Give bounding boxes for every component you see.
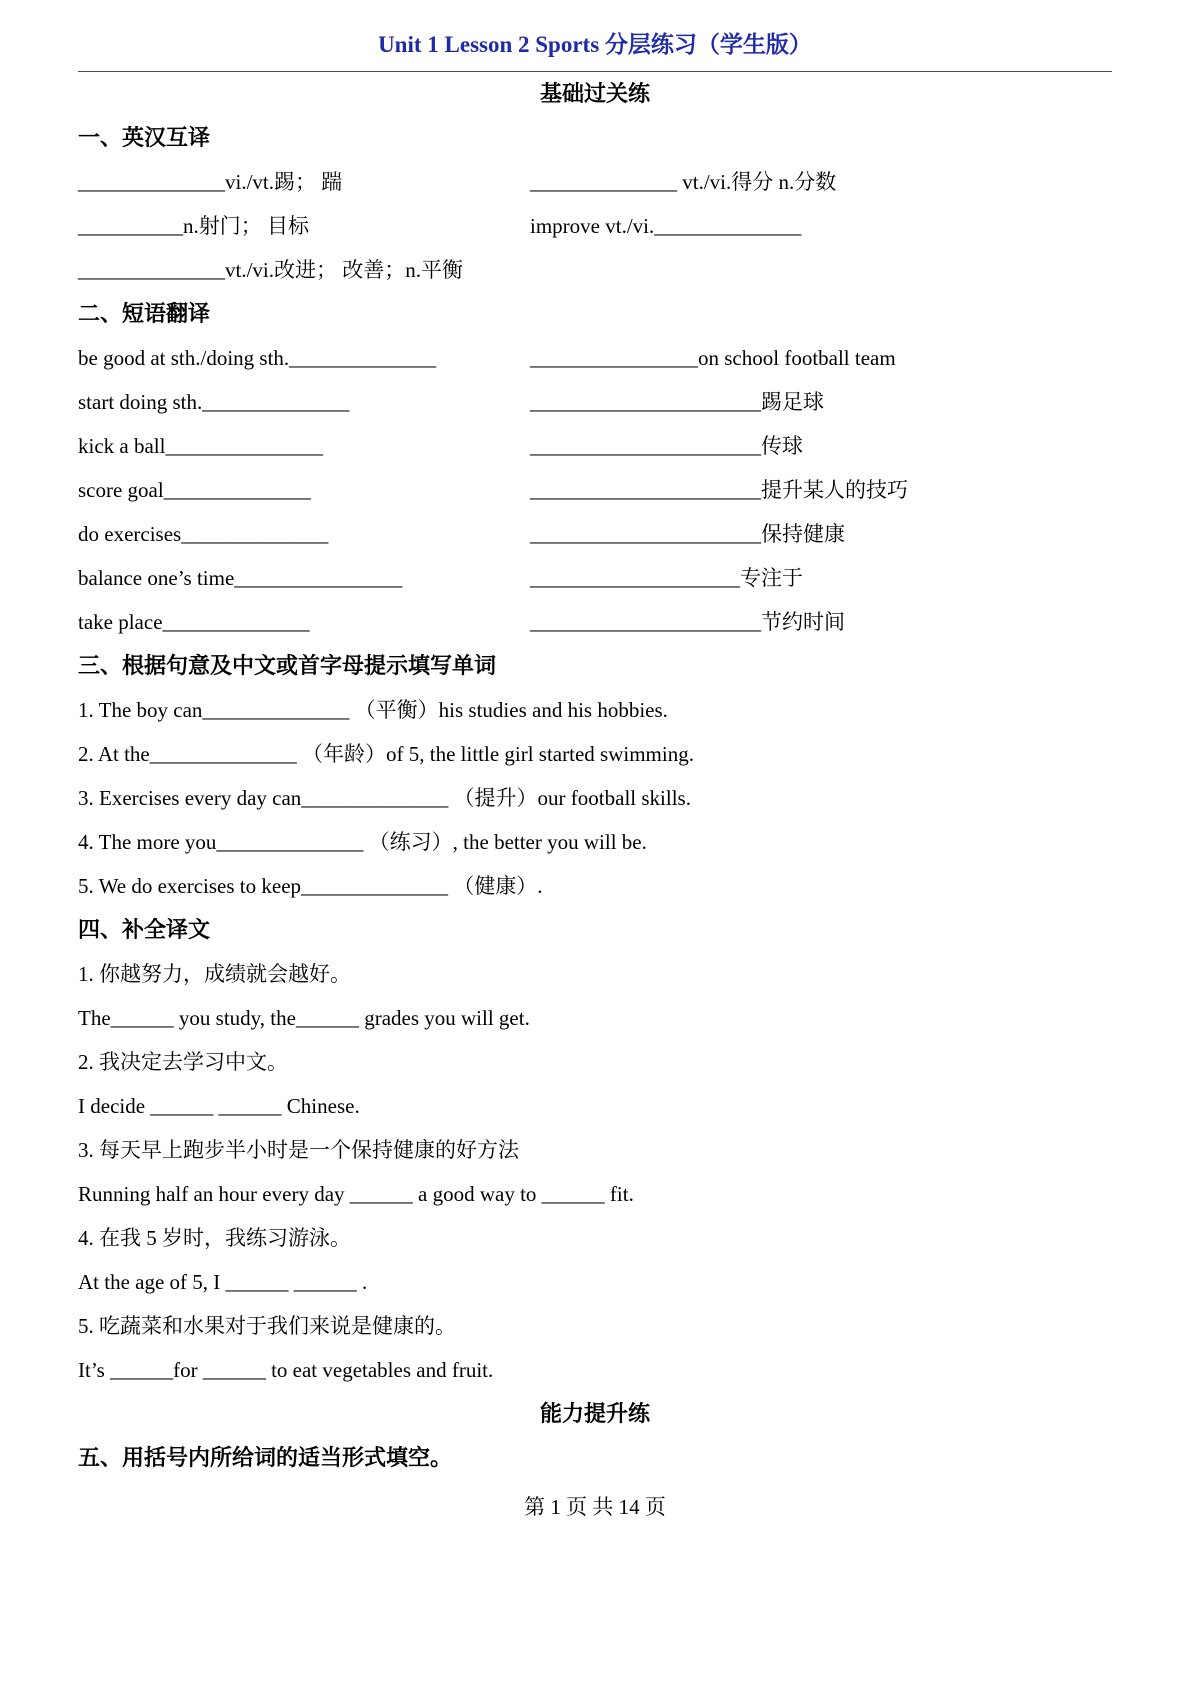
translation-cell-right: improve vt./vi.______________ <box>530 214 802 238</box>
translation-zh-line: 4. 在我 5 岁时，我练习游泳。 <box>78 1226 351 1250</box>
translation-cell-left: ______________vt./vi.改进； 改善；n.平衡 <box>78 258 464 282</box>
phrase-cell-left: take place______________ <box>78 610 310 634</box>
phrase-cell-right: ______________________踢足球 <box>530 390 824 414</box>
section-one-heading: 一、英汉互译 <box>78 125 211 150</box>
translation-cell-left: ______________vi./vt.踢； 踹 <box>78 170 343 194</box>
section-three-heading: 三、根据句意及中文或首字母提示填写单词 <box>78 653 497 678</box>
translation-en-line: At the age of 5, I ______ ______ . <box>78 1270 368 1294</box>
translation-row <box>78 204 1112 248</box>
document-title: Unit 1 Lesson 2 Sports 分层练习（学生版） <box>378 32 812 57</box>
phrase-cell-left: do exercises______________ <box>78 522 329 546</box>
phrase-cell-right: ______________________提升某人的技巧 <box>530 478 908 502</box>
translation-row <box>78 248 1112 292</box>
phrase-row <box>78 468 1112 512</box>
phrase-cell-right: ______________________传球 <box>530 434 803 458</box>
translation-zh-line: 5. 吃蔬菜和水果对于我们来说是健康的。 <box>78 1314 456 1338</box>
phrase-cell-right: ____________________专注于 <box>530 566 803 590</box>
fill-word-item: 1. The boy can______________ （平衡）his studies and his hobbies. <box>78 698 668 722</box>
phrase-cell-left: balance one’s time________________ <box>78 566 403 590</box>
phrase-cell-right: ________________on school football team <box>530 346 896 370</box>
section-two-heading: 二、短语翻译 <box>78 301 211 326</box>
phrase-row <box>78 512 1112 556</box>
translation-en-line: I decide ______ ______ Chinese. <box>78 1094 360 1118</box>
translation-en-line: The______ you study, the______ grades you will get. <box>78 1006 530 1030</box>
phrase-cell-left: be good at sth./doing sth.______________ <box>78 346 437 370</box>
translation-cell-right <box>530 248 1112 292</box>
phrase-cell-right: ______________________保持健康 <box>530 522 845 546</box>
phrase-row <box>78 380 1112 424</box>
translation-en-line: Running half an hour every day ______ a good way to ______ fit. <box>78 1182 634 1206</box>
translation-en-line: It’s ______for ______ to eat vegetables and fruit. <box>78 1358 494 1382</box>
part-heading-advanced: 能力提升练 <box>539 1401 650 1426</box>
phrase-cell-left: score goal______________ <box>78 478 311 502</box>
part-heading-basic: 基础过关练 <box>539 81 650 106</box>
phrase-row <box>78 424 1112 468</box>
phrase-cell-left: kick a ball_______________ <box>78 434 323 458</box>
section-four-heading: 四、补全译文 <box>78 917 211 942</box>
page-number-footer: 第 1 页 共 14 页 <box>524 1495 666 1519</box>
translation-zh-line: 3. 每天早上跑步半小时是一个保持健康的好方法 <box>78 1138 519 1162</box>
phrase-row <box>78 556 1112 600</box>
phrase-cell-left: start doing sth.______________ <box>78 390 350 414</box>
phrase-row <box>78 600 1112 644</box>
phrase-cell-right: ______________________节约时间 <box>530 610 845 634</box>
fill-word-item: 2. At the______________ （年龄）of 5, the little girl started swimming. <box>78 742 694 766</box>
translation-row <box>78 160 1112 204</box>
translation-zh-line: 2. 我决定去学习中文。 <box>78 1050 288 1074</box>
document-body <box>0 72 1190 1480</box>
translation-zh-line: 1. 你越努力，成绩就会越好。 <box>78 962 351 986</box>
phrase-row <box>78 336 1112 380</box>
fill-word-item: 3. Exercises every day can______________ （提升）our football skills. <box>78 786 691 810</box>
fill-word-item: 5. We do exercises to keep______________ （健康）. <box>78 874 543 898</box>
translation-cell-left: __________n.射门； 目标 <box>78 214 309 238</box>
section-five-heading: 五、用括号内所给词的适当形式填空。 <box>78 1445 453 1470</box>
fill-word-item: 4. The more you______________ （练习）, the better you will be. <box>78 830 647 854</box>
translation-cell-right: ______________ vt./vi.得分 n.分数 <box>530 170 837 194</box>
